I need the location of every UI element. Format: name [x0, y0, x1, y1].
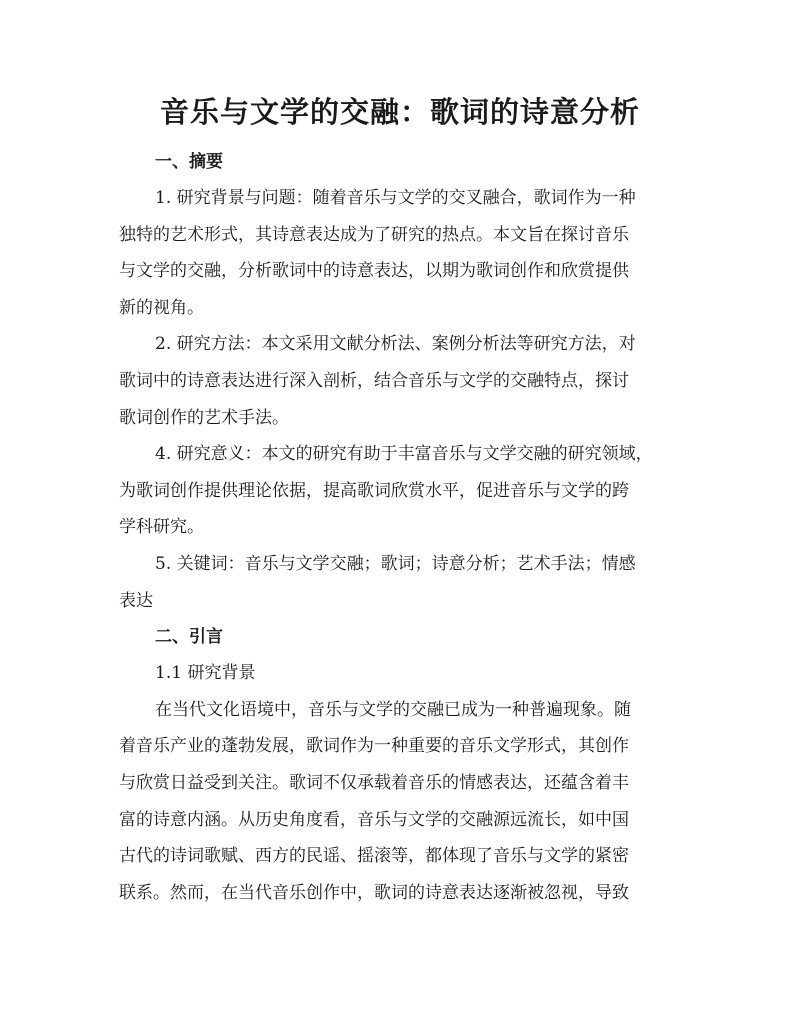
text-line: 4. 研究意义：本文的研究有助于丰富音乐与文学交融的研究领域， — [155, 444, 653, 465]
text-line: 2. 研究方法：本文采用文献分析法、案例分析法等研究方法，对 — [155, 334, 636, 355]
text-line: 在当代文化语境中，音乐与文学的交融已成为一种普遍现象。随 — [155, 699, 631, 720]
section-heading-introduction: 二、引言 — [155, 627, 223, 648]
paragraph-intro-background — [119, 692, 684, 912]
text-line: 富的诗意内涵。从历史角度看，音乐与文学的交融源远流长，如中国 — [119, 809, 629, 830]
text-line: 着音乐产业的蓬勃发展，歌词作为一种重要的音乐文学形式，其创作 — [119, 736, 629, 757]
section-heading-abstract: 一、摘要 — [155, 152, 223, 172]
text-line: 歌词创作的艺术手法。 — [119, 407, 289, 428]
text-line: 1. 研究背景与问题：随着音乐与文学的交叉融合，歌词作为一种 — [155, 188, 636, 208]
text-line: 联系。然而，在当代音乐创作中，歌词的诗意表达逐渐被忽视，导致 — [119, 882, 629, 903]
paragraph-method — [119, 326, 684, 436]
document-body — [119, 144, 684, 911]
text-line: 与文学的交融，分析歌词中的诗意表达，以期为歌词创作和欣赏提供 — [119, 261, 629, 282]
paragraph-keywords — [119, 546, 684, 619]
paragraph-background — [119, 180, 684, 326]
text-line: 独特的艺术形式，其诗意表达成为了研究的热点。本文旨在探讨音乐 — [119, 224, 629, 245]
text-line: 学科研究。 — [119, 517, 204, 538]
text-line: 为歌词创作提供理论依据，提高歌词欣赏水平，促进音乐与文学的跨 — [119, 480, 629, 501]
text-line: 5. 关键词：音乐与文学交融；歌词；诗意分析；艺术手法；情感 — [155, 553, 636, 574]
text-line: 歌词中的诗意表达进行深入剖析，结合音乐与文学的交融特点，探讨 — [119, 370, 629, 391]
text-line: 新的视角。 — [119, 297, 204, 318]
text-line: 古代的诗词歌赋、西方的民谣、摇滚等，都体现了音乐与文学的紧密 — [119, 846, 629, 867]
text-line: 与欣赏日益受到关注。歌词不仅承载着音乐的情感表达，还蕴含着丰 — [119, 772, 629, 793]
document-title: 音乐与文学的交融：歌词的诗意分析 — [159, 95, 640, 129]
text-line: 表达 — [119, 590, 153, 611]
paragraph-significance — [119, 436, 684, 546]
subsection-heading-background: 1.1 研究背景 — [155, 663, 256, 684]
